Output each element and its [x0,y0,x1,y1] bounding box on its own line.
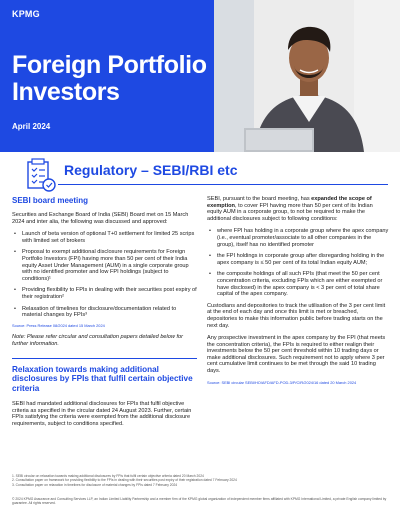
list-item: • where FPI has holding in a corporate group where the apex company (i.e., eventual promoter/associate to all other companies in the group), itself has no identified promoter [207,228,389,248]
footnote: 1. SEBI circular on relaxation towards making additional disclosures by FPIs that fulfil certain objective criteria dated 20 March 2024 [12,474,204,478]
relaxation-heading: Relaxation towards making additional disclosures by FPIs that fulfil certain objective criteria [12,364,193,393]
kpmg-logo: KPMG [12,9,40,19]
relaxation-body: SEBI had mandated additional disclosures for FPIs that fulfil objective criteria as specified in the circular dated 24 August 2023. Further, certain FPIs satisfying the criteria were exempted from the additional disclosure requirements, subject to conditions specified. [12,401,192,428]
list-item: • the composite holdings of all such FPIs (that meet the 50 per cent concentration criteria, excluding FPIs which are either exempted or have disclosed) in the apex company is < 3 per cent of total share capital of the apex company. [207,271,389,297]
footnotes [12,474,388,487]
left-column [12,196,197,434]
cover-banner [0,0,400,152]
section-divider [58,184,388,185]
person-illustration [214,0,400,152]
list-item: • Providing flexibility to FPIs in dealing with their securities post expiry of their registration² [12,287,197,300]
list-item: • Launch of beta version of optional T+0 settlement for limited 25 scrips with limited set of brokers [12,231,197,244]
list-item: • Relaxation of timelines for disclosure/documentation related to material changes by FPIs³ [12,306,197,319]
section-title: Regulatory – SEBI/RBI etc [64,162,238,178]
source-note: Source: SEBI circular SEBI/HO/AFD/AFD-POD-3/P/CIR/2024/16 dated 20 March 2024 [207,379,357,385]
custodian-paragraph: Custodians and depositories to track the utilisation of the 3 per cent limit at the end of each day and once this limit is met or breached, depositories to make this information public before trading starts on the next day. [207,302,386,329]
board-meeting-intro: Securities and Exchange Board of India (SEBI) Board met on 15 March 2024 and inter alia, the following was discussed and approved: [12,212,189,225]
exemption-intro [207,196,389,222]
source-note: Source: Press Release 08/2024 dated 15 March 2024 [12,322,105,328]
regulatory-document-icon [19,155,59,195]
footnote: 3. Consultation paper on relaxation in timelines for disclosure of material changes by FPIs dated 7 February 2024 [12,482,178,487]
prospective-investment-paragraph: Any prospective investment in the apex company by the FPI (that meets the concentration criteria), the FPIs is required to either realign their investments below the 50 per cent threshold within 10 trading days or make additional disclosures. Such requirement not to apply where 3 per cent cumulative limit continues to be met through the said 10 trading days. [207,335,386,375]
exemption-intro-post: , to cover FPI having more than 50 per cent of its Indian equity AUM in a corporate group, to not be required to make the additional disclosures subject to following conditions: [207,202,373,222]
page-title-line1: Foreign Portfolio [12,51,207,79]
issue-date: April 2024 [12,122,51,131]
exemption-intro-pre: SEBI, pursuant to the board meeting, has [207,196,312,202]
exemption-intro-bold: expanded the scope of exemption [207,196,372,209]
reference-note: Note: Please refer circular and consultation papers detailed below for further information. [12,334,184,347]
footnote: 2. Consultation paper on framework for providing flexibility to the FPIs in dealing with their securities post expiry of their registration dated 7 February 2024 [12,478,237,483]
page-title [12,52,222,106]
right-column [207,196,389,391]
board-meeting-list [12,231,197,319]
list-item: • Proposal to exempt additional disclosure requirements for Foreign Portfolio Investors (FPI) having more than 50 per cent of their India equity Asset Under Management (AUM) in a single corporate group with no identified promoter and low FPI holdings (subject to conditions)¹ [12,249,197,282]
sebi-board-meeting-heading: SEBI board meeting [12,196,89,205]
page-title-line2: Investors [12,78,120,106]
block-divider [12,358,197,359]
person-photo [214,0,400,152]
list-item: • the FPI holdings in corporate group after disregarding holding in the apex company is ≤ 50 per cent of its total Indian equity AUM; [207,253,389,266]
exemption-conditions-list [207,228,389,297]
copyright-notice: © 2024 KPMG Assurance and Consulting Services LLP, an Indian Limited Liability Partnership and a member firm of the KPMG global organization of independent member firms affiliated with KPMG International Limited, a private English company limited by guarantee. All rights reserved. [12,497,387,506]
